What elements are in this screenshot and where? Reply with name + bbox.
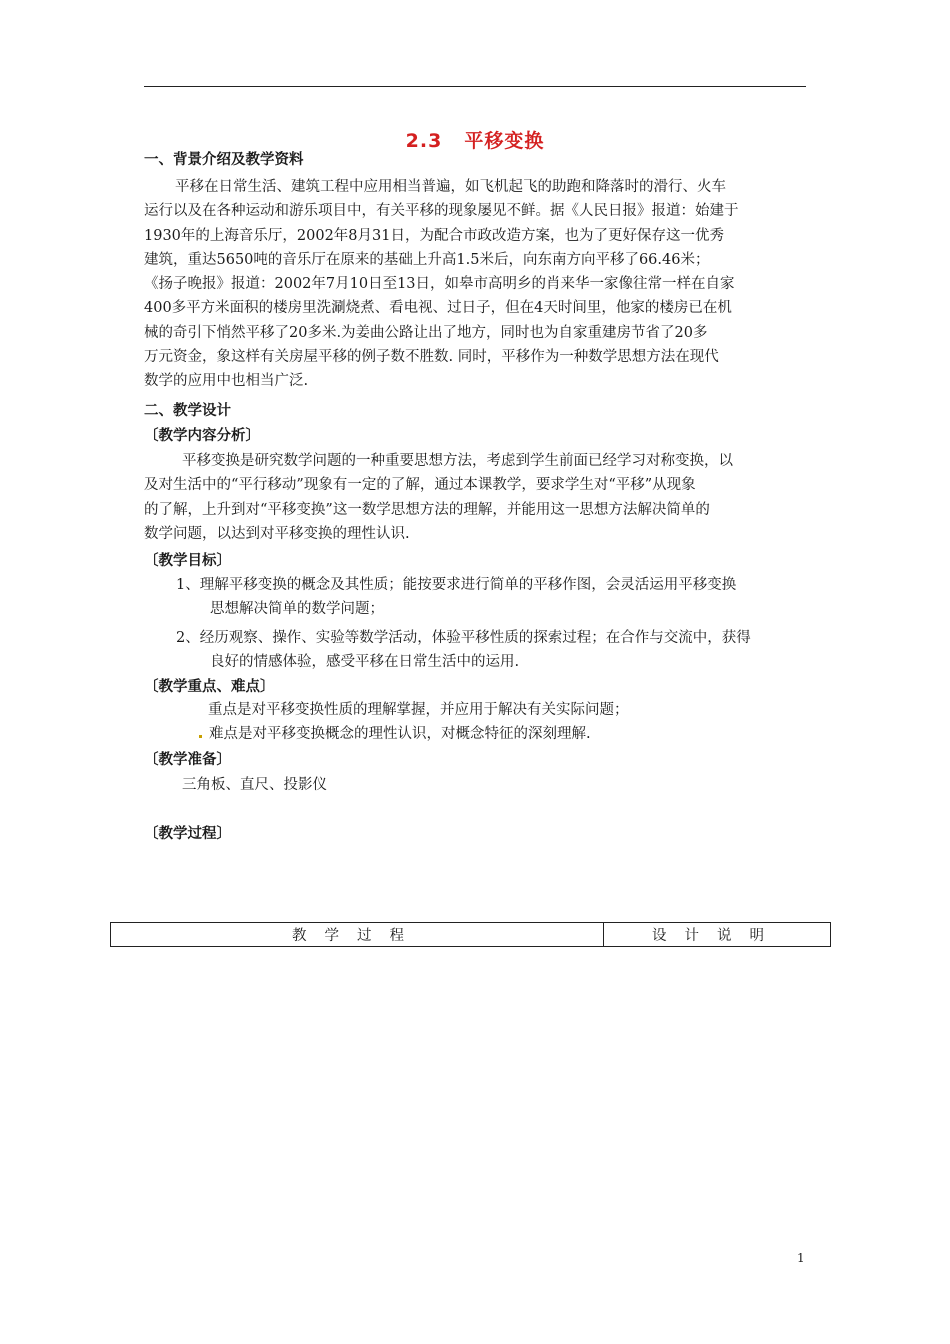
process-table: [110, 922, 831, 947]
paragraph-line: 械的奇引下悄然平移了20多米.为姜曲公路让出了地方，同时也为自家重建房节省了20多: [144, 324, 708, 341]
preparation-text: 三角板、直尺、投影仪: [182, 777, 327, 793]
key-points-heading: 〔教学重点、难点〕: [144, 679, 275, 695]
difficult-point-text: 难点是对平移变换概念的理性认识，对概念特征的深刻理解.: [209, 726, 591, 743]
process-heading: 〔教学过程〕: [144, 826, 231, 842]
preparation-heading: 〔教学准备〕: [144, 752, 231, 768]
content-analysis-heading: 〔教学内容分析〕: [144, 428, 260, 444]
goals-list: [144, 573, 806, 674]
paragraph-line: 1930年的上海音乐厅，2002年8月31日，为配合市政改造方案，也为了更好保存这一优秀: [144, 227, 724, 244]
paragraph-line: 建筑，重达5650吨的音乐厅在原来的基础上升高1.5米后，向东南方向平移了66.46米；: [144, 251, 710, 268]
paragraph-line: 400多平方米面积的楼房里洗涮烧煮、看电视、过日子，但在4天时间里，他家的楼房已在机: [144, 300, 732, 317]
paragraph-line: 的了解，上升到对“平移变换”这一数学思想方法的理解，并能用这一思想方法解决简单的: [144, 501, 710, 518]
table-header-design-notes: 设计说明: [604, 923, 831, 947]
title-text: 平移变换: [464, 130, 545, 152]
title-number: 2.3: [405, 130, 443, 152]
section2-heading: 二、教学设计: [144, 403, 231, 419]
key-points-body: [144, 698, 806, 747]
goal-item-line: 1、理解平移变换的概念及其性质；能按要求进行简单的平移作图，会灵活运用平移变换: [176, 577, 737, 593]
table-row: [111, 923, 831, 947]
goals-heading: 〔教学目标〕: [144, 553, 231, 569]
goal-item-line: 思想解决简单的数学问题；: [210, 601, 384, 618]
marker-dot: [199, 735, 202, 738]
goal-item-line: 良好的情感体验，感受平移在日常生活中的运用.: [210, 653, 520, 670]
paragraph-line: 数学问题，以达到对平移变换的理性认识.: [144, 525, 410, 542]
paragraph-line: 数学的应用中也相当广泛.: [144, 373, 309, 390]
header-rule: [144, 86, 806, 87]
goal-item-line: 2、经历观察、操作、实验等数学活动，体验平移性质的探索过程；在合作与交流中，获得: [176, 629, 751, 646]
paragraph-line: 及对生活中的“平行移动”现象有一定的了解，通过本课教学，要求学生对“平移”从现象: [144, 477, 696, 494]
document-title: [0, 126, 950, 153]
section1-heading: 一、背景介绍及教学资料: [144, 152, 304, 168]
paragraph-line: 运行以及在各种运动和游乐项目中，有关平移的现象屡见不鲜。据《人民日报》报道：始建于: [144, 203, 739, 220]
section1-body: [144, 175, 806, 394]
paragraph-line: 《扬子晚报》报道：2002年7月10日至13日，如皋市高明乡的肖来华一家像往常一样在自家: [144, 276, 735, 293]
paragraph-line: 平移在日常生活、建筑工程中应用相当普遍，如飞机起飞的助跑和降落时的滑行、火车: [175, 179, 726, 195]
page-number: 1: [797, 1251, 805, 1265]
content-analysis-body: [144, 449, 806, 546]
key-point-text: 重点是对平移变换性质的理解掌握，并应用于解决有关实际问题；: [208, 702, 629, 718]
table-header-process: 教学过程: [111, 923, 604, 947]
paragraph-line: 平移变换是研究数学问题的一种重要思想方法，考虑到学生前面已经学习对称变换，以: [182, 453, 733, 469]
paragraph-line: 万元资金，象这样有关房屋平移的例子数不胜数. 同时，平移作为一种数学思想方法在现代: [144, 349, 719, 366]
